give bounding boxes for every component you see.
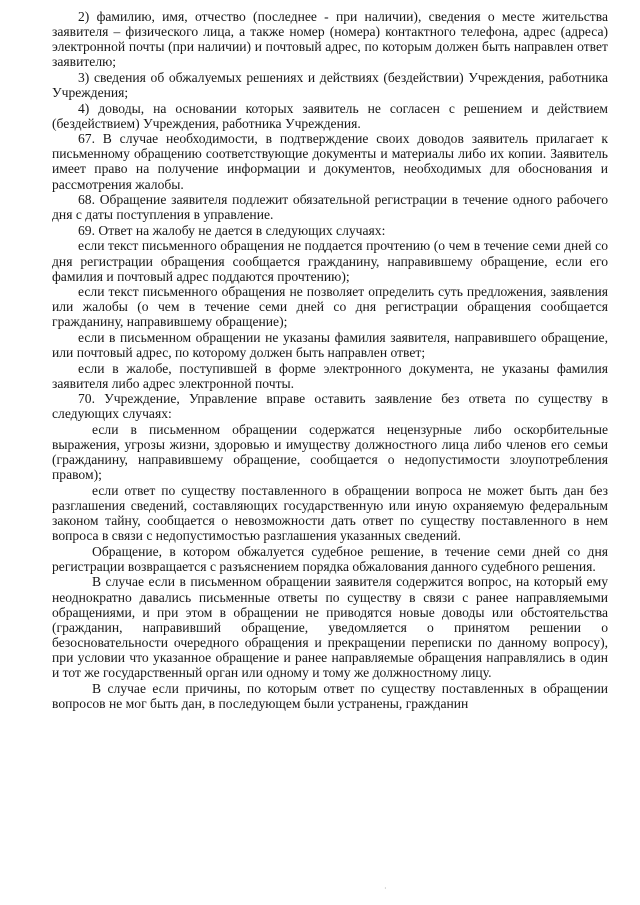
paragraph-item-4: 4) доводы, на основании которых заявитель не согласен с решением и действием (бездействием) Учреждения, работника Учреждения. xyxy=(52,100,608,131)
paragraph-69-case-2: если текст письменного обращения не позволяет определить суть предложения, заявления или жалобы (о чем в течение семи дней со дня регистрации обращения сообщается гражданину, направившему обращение); xyxy=(52,284,608,330)
paragraph-70-case-1: если в письменном обращении содержатся нецензурные либо оскорбительные выражения, угрозы жизни, здоровью и имуществу должностного лица либо членов его семьи (гражданину, направившему обращение, сообщается о недопустимости злоупотребления правом); xyxy=(52,422,608,483)
paragraph-court-decision: Обращение, в котором обжалуется судебное решение, в течение семи дней со дня регистрации возвращается с разъяснением порядка обжалования данного судебного решения. xyxy=(52,543,608,574)
scan-speck: · xyxy=(384,884,387,893)
paragraph-68: 68. Обращение заявителя подлежит обязательной регистрации в течение одного рабочего дня с даты поступления в управление. xyxy=(52,192,608,223)
paragraph-70: 70. Учреждение, Управление вправе оставить заявление без ответа по существу в следующих случаях: xyxy=(52,391,608,422)
paragraph-70-case-2: если ответ по существу поставленного в обращении вопроса не может быть дан без разглашения сведений, составляющих государственную или иную охраняемую федеральным законом тайну, сообщается о невозможности дать ответ по существу поставленного в нем вопроса в связи с недопустимостью разглашения указанных сведений. xyxy=(52,482,608,544)
paragraph-69-case-4: если в жалобе, поступившей в форме электронного документа, не указаны фамилия заявителя либо адрес электронной почты. xyxy=(52,360,608,391)
paragraph-item-3: 3) сведения об обжалуемых решениях и действиях (бездействии) Учреждения, работника Учреждения; xyxy=(52,69,608,100)
paragraph-reasons-eliminated: В случае если причины, по которым ответ по существу поставленных в обращении вопросов не мог быть дан, в последующем были устранены, гражданин xyxy=(52,680,608,711)
paragraph-repeated-appeal: В случае если в письменном обращении заявителя содержится вопрос, на который ему неоднократно давались письменные ответы по существу в связи с ранее направляемыми обращениями, и при этом в обращении не приводятся новые доводы или обстоятельства (гражданин, направивший обращение, уведомляется о принятом решении о безосновательности очередного обращения и прекращении переписки по данному вопросу), при условии что указанное обращение и ранее направляемые обращения направлялись в один и тот же государственный орган или одному и тому же должностному лицу. xyxy=(52,574,608,681)
paragraph-69: 69. Ответ на жалобу не дается в следующих случаях: xyxy=(78,222,386,238)
paragraph-69-case-1: если текст письменного обращения не поддается прочтению (о чем в течение семи дней со дня регистрации обращения сообщается гражданину, направившему обращение, если его фамилия и почтовый адрес поддаются прочтению); xyxy=(52,238,608,284)
document-body xyxy=(52,9,608,711)
paragraph-item-2: 2) фамилию, имя, отчество (последнее - при наличии), сведения о месте жительства заявителя – физического лица, а также номер (номера) контактного телефона, адрес (адреса) электронной почты (при наличии) и почтовый адрес, по которым должен быть направлен ответ заявителю; xyxy=(52,9,608,70)
paragraph-69-case-3: если в письменном обращении не указаны фамилия заявителя, направившего обращение, или почтовый адрес, по которому должен быть направлен ответ; xyxy=(52,329,608,361)
paragraph-67: 67. В случае необходимости, в подтверждение своих доводов заявитель прилагает к письменному обращению соответствующие документы и материалы либо их копии. Заявитель имеет право на получение информации и документов, необходимых для обоснования и рассмотрения жалобы. xyxy=(52,131,608,192)
